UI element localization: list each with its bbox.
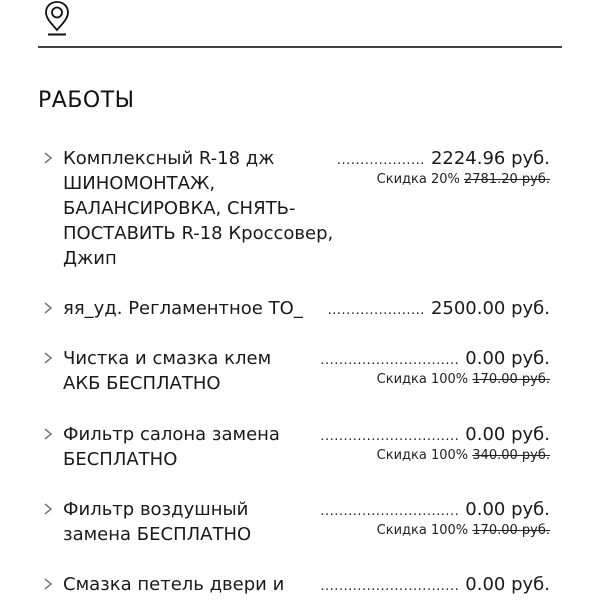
item-price: 0.00 руб.: [465, 574, 550, 595]
item-price: 0.00 руб.: [465, 348, 550, 369]
price-row: [320, 422, 550, 447]
old-price: 2781.20 руб.: [464, 172, 550, 187]
header-divider: [38, 46, 562, 48]
old-price: 170.00 руб.: [472, 372, 550, 387]
price-row: [320, 572, 550, 597]
price-row: [320, 497, 550, 522]
list-item[interactable]: [38, 422, 550, 474]
price-row: [337, 146, 550, 171]
chevron-right-icon[interactable]: [42, 350, 54, 366]
item-name: Фильтр воздушный замена БЕСПЛАТНО: [63, 499, 252, 545]
leader-dots: ...................: [336, 153, 425, 168]
leader-dots: ..............................: [320, 504, 460, 519]
item-name: Смазка петель двери и: [63, 574, 285, 595]
discount-label: Скидка 100%: [376, 523, 469, 538]
discount-row: [377, 523, 550, 538]
chevron-right-icon[interactable]: [42, 501, 54, 517]
leader-dots: .....................: [327, 303, 425, 318]
chevron-right-icon[interactable]: [42, 150, 54, 166]
leader-dots: ..............................: [320, 579, 460, 594]
location-pin-icon[interactable]: [42, 0, 72, 36]
price-row: [328, 296, 550, 321]
leader-dots: ..............................: [320, 353, 460, 368]
item-name: Фильтр салона замена БЕСПЛАТНО: [63, 424, 280, 470]
discount-row: [377, 372, 550, 387]
chevron-right-icon[interactable]: [42, 426, 54, 442]
price-row: [320, 346, 550, 371]
list-item[interactable]: [38, 572, 550, 598]
item-name: Комплексный R-18 дж ШИНОМОНТАЖ, БАЛАНСИРОВКА, СНЯТЬ-ПОСТАВИТЬ R-18 Кроссовер, Джип: [63, 148, 334, 269]
discount-row: [377, 172, 550, 187]
old-price: 340.00 руб.: [472, 448, 550, 463]
item-price: 0.00 руб.: [465, 424, 550, 445]
chevron-right-icon[interactable]: [42, 300, 54, 316]
list-item[interactable]: [38, 346, 550, 398]
list-item[interactable]: [38, 146, 550, 271]
discount-label: Скидка 100%: [376, 372, 469, 387]
item-price: 0.00 руб.: [465, 499, 550, 520]
old-price: 170.00 руб.: [472, 523, 550, 538]
item-name: яя_уд. Регламентное ТО_: [63, 298, 303, 319]
item-name: Чистка и смазка клем АКБ БЕСПЛАТНО: [63, 348, 272, 394]
list-item[interactable]: [38, 296, 550, 322]
discount-label: Скидка 20%: [376, 172, 460, 187]
section-title: РАБОТЫ: [38, 88, 135, 113]
chevron-right-icon[interactable]: [42, 576, 54, 592]
item-price: 2224.96 руб.: [430, 148, 550, 169]
list-item[interactable]: [38, 497, 550, 549]
item-price: 2500.00 руб.: [430, 298, 550, 319]
discount-row: [377, 448, 550, 463]
discount-label: Скидка 100%: [376, 448, 469, 463]
leader-dots: ..............................: [320, 429, 460, 444]
